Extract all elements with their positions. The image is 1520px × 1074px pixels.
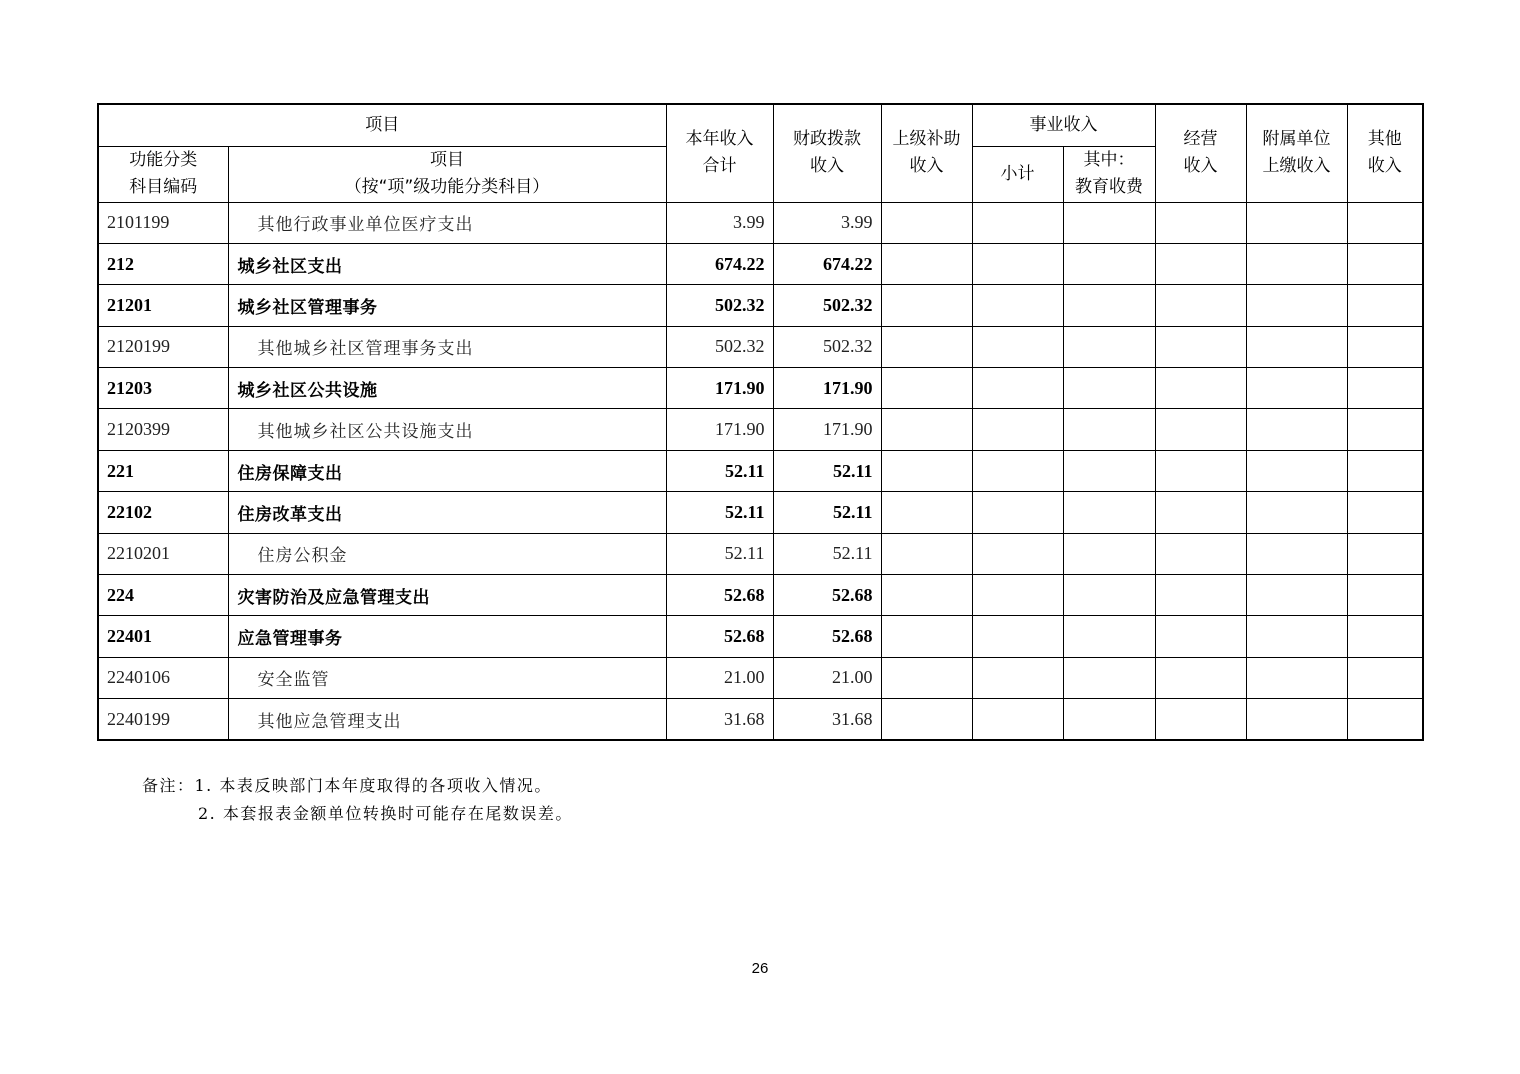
cell-other: [1347, 243, 1423, 284]
cell-other: [1347, 450, 1423, 491]
cell-fiscal: 171.90: [773, 368, 881, 409]
cell-affiliate: [1246, 409, 1347, 450]
cell-code: 2240106: [98, 657, 228, 698]
header-career: 事业收入: [972, 104, 1155, 146]
cell-code: 2210201: [98, 533, 228, 574]
cell-fiscal: 52.11: [773, 450, 881, 491]
note-line-1: 备注：1. 本表反映部门本年度取得的各项收入情况。: [142, 776, 552, 795]
cell-affiliate: [1246, 616, 1347, 657]
cell-subtotal: [972, 368, 1063, 409]
cell-item-name: 其他应急管理支出: [228, 699, 666, 740]
cell-edu-fee: [1063, 243, 1155, 284]
cell-code: 212: [98, 243, 228, 284]
cell-edu-fee: [1063, 699, 1155, 740]
cell-total: 52.11: [666, 450, 773, 491]
cell-total: 674.22: [666, 243, 773, 284]
table-row: [98, 492, 1423, 533]
cell-fiscal: 31.68: [773, 699, 881, 740]
table-row: [98, 409, 1423, 450]
cell-total: 52.68: [666, 575, 773, 616]
cell-code: 22102: [98, 492, 228, 533]
cell-business: [1155, 492, 1246, 533]
table-body: [98, 202, 1423, 740]
cell-total: 502.32: [666, 285, 773, 326]
cell-business: [1155, 533, 1246, 574]
cell-business: [1155, 409, 1246, 450]
cell-superior: [881, 616, 972, 657]
cell-fiscal: 52.68: [773, 575, 881, 616]
header-business: 经营 收入: [1155, 104, 1246, 202]
table-row: [98, 202, 1423, 243]
cell-edu-fee: [1063, 326, 1155, 367]
cell-affiliate: [1246, 368, 1347, 409]
cell-affiliate: [1246, 285, 1347, 326]
table-row: [98, 450, 1423, 491]
cell-code: 2240199: [98, 699, 228, 740]
cell-business: [1155, 575, 1246, 616]
table-row: [98, 699, 1423, 740]
cell-total: 171.90: [666, 409, 773, 450]
cell-superior: [881, 575, 972, 616]
cell-subtotal: [972, 575, 1063, 616]
cell-code: 2120199: [98, 326, 228, 367]
cell-business: [1155, 202, 1246, 243]
cell-affiliate: [1246, 533, 1347, 574]
cell-business: [1155, 616, 1246, 657]
cell-other: [1347, 533, 1423, 574]
header-func-code: 功能分类 科目编码: [98, 146, 228, 202]
cell-affiliate: [1246, 243, 1347, 284]
cell-fiscal: 171.90: [773, 409, 881, 450]
cell-fiscal: 52.68: [773, 616, 881, 657]
cell-superior: [881, 450, 972, 491]
cell-edu-fee: [1063, 450, 1155, 491]
cell-other: [1347, 492, 1423, 533]
cell-item-name: 应急管理事务: [228, 616, 666, 657]
cell-total: 3.99: [666, 202, 773, 243]
cell-subtotal: [972, 616, 1063, 657]
cell-fiscal: 52.11: [773, 492, 881, 533]
cell-subtotal: [972, 492, 1063, 533]
cell-total: 52.68: [666, 616, 773, 657]
table-row: [98, 368, 1423, 409]
cell-item-name: 安全监管: [228, 657, 666, 698]
cell-other: [1347, 699, 1423, 740]
cell-fiscal: 502.32: [773, 326, 881, 367]
cell-code: 224: [98, 575, 228, 616]
cell-edu-fee: [1063, 409, 1155, 450]
notes: [142, 772, 573, 828]
table-row: [98, 657, 1423, 698]
cell-subtotal: [972, 450, 1063, 491]
cell-affiliate: [1246, 657, 1347, 698]
cell-item-name: 住房改革支出: [228, 492, 666, 533]
table-row: [98, 533, 1423, 574]
cell-affiliate: [1246, 202, 1347, 243]
cell-code: 221: [98, 450, 228, 491]
cell-edu-fee: [1063, 202, 1155, 243]
cell-total: 31.68: [666, 699, 773, 740]
cell-fiscal: 52.11: [773, 533, 881, 574]
cell-affiliate: [1246, 326, 1347, 367]
cell-business: [1155, 699, 1246, 740]
cell-subtotal: [972, 409, 1063, 450]
cell-other: [1347, 285, 1423, 326]
cell-subtotal: [972, 243, 1063, 284]
cell-business: [1155, 657, 1246, 698]
cell-item-name: 其他城乡社区公共设施支出: [228, 409, 666, 450]
cell-item-name: 城乡社区管理事务: [228, 285, 666, 326]
cell-edu-fee: [1063, 616, 1155, 657]
cell-superior: [881, 699, 972, 740]
cell-total: 52.11: [666, 492, 773, 533]
cell-subtotal: [972, 202, 1063, 243]
cell-superior: [881, 533, 972, 574]
header-project: 项目: [98, 104, 666, 146]
header-total: 本年收入 合计: [666, 104, 773, 202]
cell-item-name: 其他行政事业单位医疗支出: [228, 202, 666, 243]
note-line-2: 2. 本套报表金额单位转换时可能存在尾数误差。: [198, 804, 573, 823]
cell-superior: [881, 492, 972, 533]
cell-edu-fee: [1063, 492, 1155, 533]
cell-subtotal: [972, 326, 1063, 367]
table-row: [98, 616, 1423, 657]
header-item: 项目 （按“项”级功能分类科目）: [228, 146, 666, 202]
cell-item-name: 住房保障支出: [228, 450, 666, 491]
cell-superior: [881, 368, 972, 409]
cell-other: [1347, 409, 1423, 450]
cell-item-name: 城乡社区公共设施: [228, 368, 666, 409]
cell-superior: [881, 243, 972, 284]
cell-fiscal: 502.32: [773, 285, 881, 326]
cell-item-name: 住房公积金: [228, 533, 666, 574]
cell-edu-fee: [1063, 368, 1155, 409]
cell-superior: [881, 657, 972, 698]
cell-code: 2120399: [98, 409, 228, 450]
cell-affiliate: [1246, 492, 1347, 533]
cell-total: 502.32: [666, 326, 773, 367]
cell-business: [1155, 368, 1246, 409]
cell-affiliate: [1246, 450, 1347, 491]
cell-other: [1347, 368, 1423, 409]
cell-item-name: 城乡社区支出: [228, 243, 666, 284]
header-fiscal: 财政拨款 收入: [773, 104, 881, 202]
header-subtotal: 小计: [972, 146, 1063, 202]
cell-subtotal: [972, 533, 1063, 574]
cell-subtotal: [972, 285, 1063, 326]
cell-superior: [881, 285, 972, 326]
cell-total: 52.11: [666, 533, 773, 574]
cell-other: [1347, 575, 1423, 616]
cell-superior: [881, 326, 972, 367]
cell-fiscal: 21.00: [773, 657, 881, 698]
cell-code: 2101199: [98, 202, 228, 243]
cell-affiliate: [1246, 699, 1347, 740]
cell-subtotal: [972, 699, 1063, 740]
page-number: 26: [751, 960, 769, 977]
cell-other: [1347, 657, 1423, 698]
cell-edu-fee: [1063, 575, 1155, 616]
table-row: [98, 285, 1423, 326]
cell-fiscal: 674.22: [773, 243, 881, 284]
cell-business: [1155, 450, 1246, 491]
cell-item-name: 其他城乡社区管理事务支出: [228, 326, 666, 367]
table-row: [98, 326, 1423, 367]
header-superior: 上级补助 收入: [881, 104, 972, 202]
header-affiliate: 附属单位 上缴收入: [1246, 104, 1347, 202]
cell-superior: [881, 202, 972, 243]
cell-code: 21201: [98, 285, 228, 326]
cell-fiscal: 3.99: [773, 202, 881, 243]
header-other: 其他 收入: [1347, 104, 1423, 202]
cell-other: [1347, 326, 1423, 367]
cell-edu-fee: [1063, 657, 1155, 698]
cell-other: [1347, 616, 1423, 657]
cell-superior: [881, 409, 972, 450]
cell-affiliate: [1246, 575, 1347, 616]
header-edu-fee: 其中： 教育收费: [1063, 146, 1155, 202]
cell-code: 21203: [98, 368, 228, 409]
table-row: [98, 243, 1423, 284]
cell-subtotal: [972, 657, 1063, 698]
cell-item-name: 灾害防治及应急管理支出: [228, 575, 666, 616]
income-table: [97, 103, 1424, 741]
cell-business: [1155, 326, 1246, 367]
cell-business: [1155, 285, 1246, 326]
table-row: [98, 575, 1423, 616]
cell-code: 22401: [98, 616, 228, 657]
cell-business: [1155, 243, 1246, 284]
cell-total: 21.00: [666, 657, 773, 698]
cell-edu-fee: [1063, 533, 1155, 574]
cell-total: 171.90: [666, 368, 773, 409]
cell-other: [1347, 202, 1423, 243]
cell-edu-fee: [1063, 285, 1155, 326]
